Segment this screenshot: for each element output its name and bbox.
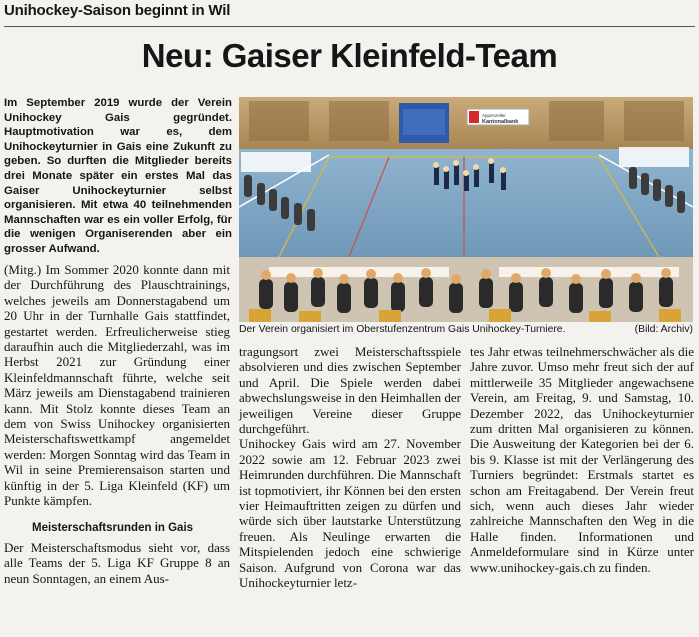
body-paragraph-2-start: Der Meisterschaftsmodus sieht vor, dass alle Teams der 5. Liga KF Gruppe 8 an neun Sonntagen, an einem Aus- <box>4 539 230 586</box>
article-column-2 <box>239 344 461 591</box>
section-subhead: Meisterschaftsrunden in Gais <box>32 521 194 534</box>
article-photo <box>239 97 693 322</box>
banner-line-1: Appenzeller <box>482 113 506 118</box>
divider <box>4 26 695 27</box>
photo-caption <box>239 324 693 335</box>
article-column-1 <box>4 262 230 586</box>
body-paragraph-2-end: tragungsort zwei Meisterschaftsspiele absolvieren und dies zwischen September und April. Die Spiele werden dabei abwechslungsweise in den Heimhallen der jeweiligen Vereine dieser Gruppe durchgeführt. <box>239 344 461 437</box>
caption-text: Der Verein organisiert im Oberstufenzentrum Gais Unihockey-Turniere. <box>239 324 566 335</box>
body-paragraph-3-end: tes Jahr etwas teilnehmerschwächer als die Jahre zuvor. Umso mehr freut sich der auf mittlerweile 35 Mitglieder angewachsene Verein, am Freitag, 9. und Samstag, 10. Dezember 2022, das Unihockeyturnier zum dritten Mal organisieren zu können. Die Ausweitung der Kategorien bei der 6. bis 9. Klasse ist mit der Verlängerung des Turniers begründet: Erstmals startet es schon am Freitagabend. Der Verein freut sich, wenn auch dieses Jahr wieder zahlreiche Mannschaften den Weg in die Halle finden. Informationen und Anmeldeformulare sind in Kürze unter www.unihockey-gais.ch zu finden. <box>470 344 694 575</box>
article-column-3 <box>470 344 694 575</box>
photo-credit: (Bild: Archiv) <box>634 324 693 335</box>
gym-hall-illustration <box>239 97 693 322</box>
article-kicker: Unihockey-Saison beginnt in Wil <box>4 2 231 19</box>
article-headline: Neu: Gaiser Kleinfeld-Team <box>141 37 558 74</box>
body-paragraph-3-start: Unihockey Gais wird am 27. November 2022 sowie am 12. Februar 2023 zwei Heimrunden durchführen. Die Mannschaft ist topmotiviert, ihr Können bei den ersten vier Heimauftritten zeigen zu dürfen und würde sich über lautstarke Unterstützung freuen. Als Neulinge erwarten die Mitspielenden jedoch eine schwierige Saison. Aufgrund von Corona war das Unihockeyturnier letz- <box>239 436 461 591</box>
body-paragraph-1: (Mitg.) Im Sommer 2020 konnte dann mit der Durchführung des Plauschtrainings, welches jeweils am Donnerstagabend um 20 Uhr in der Turnhalle Gais stattfindet, gestartet werden. Erfreulicherweise stieg daraufhin auch die Mitgliederzahl, was im Herbst 2021 zur Gründung einer Kleinfeldmannschaft führte, welche seit März jeweils am Dienstagabend trainieren kann. Mit Stolz konnte dieses Team an dem von Swiss Unihockey organisierten Meisterschaftswettkampf angemeldet werden: Morgen Sonntag wird das Team in Wil in seine Premierensaison starten und künftig in der 5. Liga Kleinfeld (KF) um Punkte kämpfen. <box>4 262 230 509</box>
banner-line-2: Kantonalbank <box>482 119 519 125</box>
article-lead: Im September 2019 wurde der Verein Unihockey Gais gegründet. Hauptmotivation war es, dem Unihockeyturnier in Gais eine Zukunft zu geben. So durften die Mitglieder bereits drei Monate später ein erstes Mal das Gaiser Unihockeyturnier selbst organisieren. Mit etwa 40 teilnehmenden Mannschaften war es ein voller Erfolg, für die wenigen Organiserenden aber ein grosser Aufwand. <box>4 97 232 255</box>
